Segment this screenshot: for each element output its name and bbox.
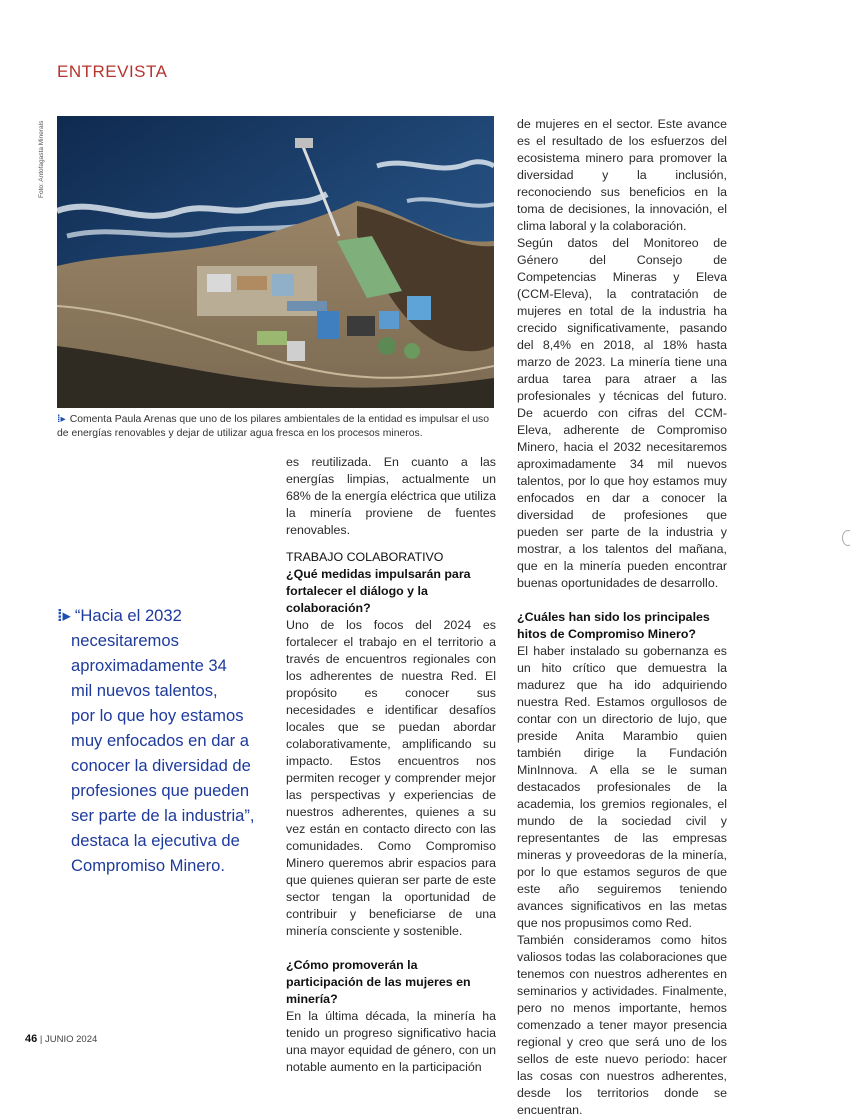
paragraph: es reutilizada. En cuanto a las energías limpias, actualmente un 68% de la energía eléctrica que utiliza la minería proviene de fuentes renovables. bbox=[286, 455, 496, 537]
article-column-2 bbox=[286, 454, 496, 1076]
paragraph: También consideramos como hitos valiosos todas las colaboraciones que tenemos con nuestros adherentes en seminarios y actividades. Finalmente, pero no menos importante, hemos comenzado a tener mayor presencia regional y creo que será uno de los sellos de este nuevo periodo: hacer las cosas con nuestros adherentes, desde los territorios donde se encuentran. bbox=[517, 933, 727, 1117]
section-label: ENTREVISTA bbox=[57, 62, 168, 81]
question-heading: ¿Cuáles han sido los principales hitos de Compromiso Minero? bbox=[517, 610, 710, 641]
page-number: 46 bbox=[25, 1033, 38, 1045]
issue-date: JUNIO 2024 bbox=[45, 1034, 98, 1045]
paragraph: Uno de los focos del 2024 es fortalecer el trabajo en el territorio a través de encuentros regionales con los adherentes de nuestra Red. El propósito es conocer sus necesidades e identificar desafíos locales que se puedan abordar colaborativamente, amplificando su impacto. Estos encuentros nos permiten recoger y comprender mejor las perspectivas y experiencias de nuestros adherentes, quienes a su vez están en contacto directo con las comunidades. Como Compromiso Minero queremos abrir espacios para que quienes quieran ser parte de este sector tengan la oportunidad de contribuir y beneficiarse de una minería consciente y sostenible. bbox=[286, 618, 496, 938]
photo-caption bbox=[57, 413, 497, 441]
pull-quote-line: muy enfocados en dar a bbox=[71, 731, 250, 750]
paragraph: El haber instalado su gobernanza es un hito crítico que demuestra la madurez que ha ido adquiriendo nuestra Red. Estamos orgullosos de contar con un directorio de lujo, que preside Anita Marambio quien también dirige la Fundación MinInnova. A ella se le suman destacados profesionales de la academia, los gremios regionales, el mundo de la sociedad civil y representantes de las empresas mineras y proveedoras de la minería, por lo que estamos seguros de que este año seguiremos teniendo avances significativos en las metas que nos propusimos como Red. bbox=[517, 644, 727, 930]
paragraph: Según datos del Monitoreo de Género del Consejo de Competencias Mineras y Eleva (CCM-Eleva), la contratación de mujeres en total de la industria ha crecido significativamente, pasando del 8,4% en 2018, al 18% hasta marzo de 2023. La minería tiene una ardua tarea para atraer a las profesionales y técnicas del futuro. De acuerdo con cifras del CCM-Eleva, adherente de Compromiso Minero, hacia el 2032 necesitaremos aproximadamente 34 mil nuevos talentos, por lo que hoy estamos muy enfocados en dar a conocer la diversidad de profesiones que pueden ser parte de la industria y mostrar, a los talentos del mañana, que en la minería pueden encontrar buenas oportunidades de desarrollo. bbox=[517, 236, 727, 590]
question-heading: ¿Cómo promoverán la participación de las mujeres en minería? bbox=[286, 958, 471, 1006]
aerial-photo bbox=[57, 116, 494, 408]
pull-quote-line: necesitaremos bbox=[71, 631, 179, 650]
pull-quote-line: mil nuevos talentos, bbox=[71, 681, 218, 700]
article-column-3 bbox=[517, 116, 727, 1119]
paragraph: En la última década, la minería ha tenido un progreso significativo hacia una mayor equidad de género, con un notable aumento en la participación bbox=[286, 1009, 496, 1074]
page-edge-mark-icon bbox=[842, 530, 850, 546]
quote-bullet-icon: ⁞▸ bbox=[57, 606, 71, 625]
pull-quote-line: ⁞▸ “Hacia el 2032 bbox=[57, 606, 182, 625]
caption-text: Comenta Paula Arenas que uno de los pilares ambientales de la entidad es impulsar el uso de energías renovables y dejar de utilizar agua fresca en los procesos mineros. bbox=[57, 414, 490, 439]
pull-quote-line: destaca la ejecutiva de bbox=[71, 831, 240, 850]
pull-quote-line: conocer la diversidad de bbox=[71, 756, 251, 775]
question-heading: ¿Qué medidas impulsarán para fortalecer el diálogo y la colaboración? bbox=[286, 567, 471, 615]
photo-credit: Foto: Antofagasta Minerals bbox=[38, 120, 45, 198]
pull-quote-line: profesiones que pueden bbox=[71, 781, 250, 800]
pull-quote-line: Compromiso Minero. bbox=[71, 856, 225, 875]
pull-quote-line: aproximadamente 34 bbox=[71, 656, 227, 675]
paragraph: de mujeres en el sector. Este avance es el resultado de los esfuerzos del ecosistema minero para promover la diversidad y la inclusión, reconociendo sus beneficios en la toma de decisiones, la innovación, el clima laboral y la colaboración. bbox=[517, 117, 727, 233]
pull-quote-line: por lo que hoy estamos bbox=[71, 706, 244, 725]
pull-quote bbox=[57, 603, 272, 878]
caption-bullet-icon: ⁞▸ bbox=[57, 414, 66, 425]
page-footer bbox=[25, 1033, 97, 1045]
footer-separator: | bbox=[39, 1034, 43, 1045]
pull-quote-line: ser parte de la industria”, bbox=[71, 806, 255, 825]
section-subhead: TRABAJO COLABORATIVO bbox=[286, 550, 444, 564]
